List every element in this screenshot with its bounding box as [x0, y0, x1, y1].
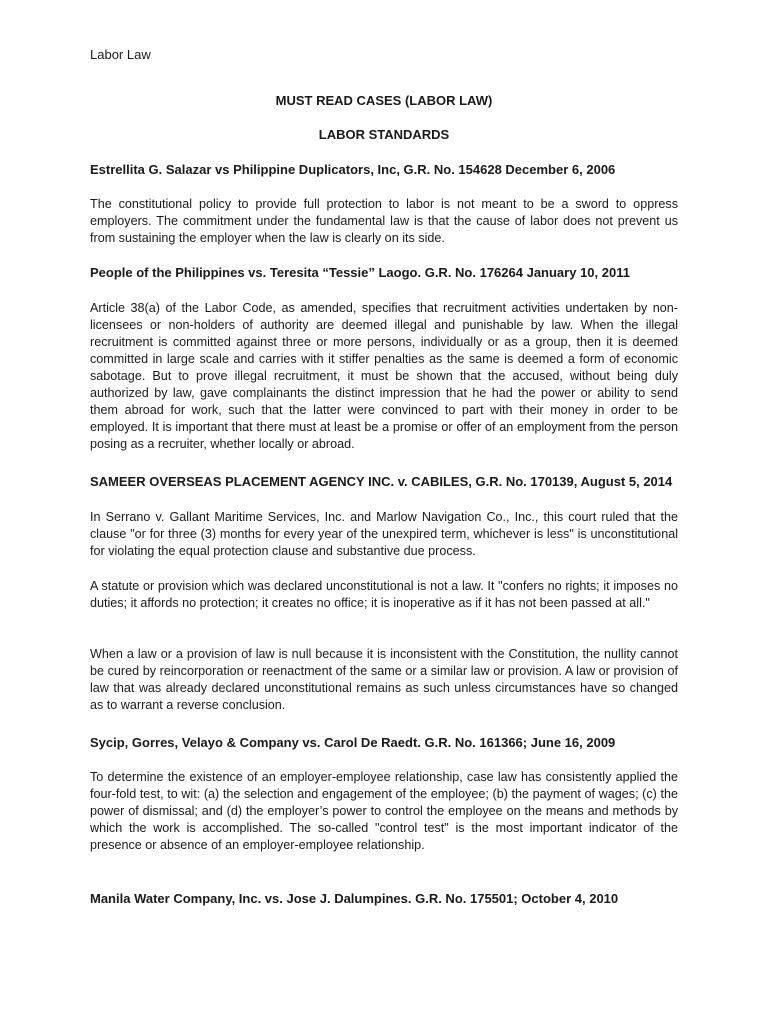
case-heading: SAMEER OVERSEAS PLACEMENT AGENCY INC. v. CABILES, G.R. No. 170139, August 5, 2014	[90, 474, 673, 489]
document-title: MUST READ CASES (LABOR LAW)	[275, 93, 493, 108]
running-header: Labor Law	[90, 47, 151, 62]
case-heading: Estrellita G. Salazar vs Philippine Duplicators, Inc, G.R. No. 154628 December 6, 2006	[90, 162, 616, 177]
case-paragraph: The constitutional policy to provide full protection to labor is not meant to be a sword to oppress employers. The commitment under the fundamental law is that the cause of labor does not prevent us from sustaining the employer when the law is clearly on its side.	[90, 197, 678, 245]
case-heading: Sycip, Gorres, Velayo & Company vs. Carol De Raedt. G.R. No. 161366; June 16, 2009	[90, 735, 616, 750]
case-heading: People of the Philippines vs. Teresita “Tessie” Laogo. G.R. No. 176264 January 10, 2011	[90, 265, 630, 280]
case-paragraph: When a law or a provision of law is null because it is inconsistent with the Constitution, the nullity cannot be cured by reincorporation or reenactment of the same or a similar law or provision. A law or provision of law that was already declared unconstitutional remains as such unless circumstances have so changed as to warrant a reverse conclusion.	[90, 647, 678, 712]
case-paragraph: Article 38(a) of the Labor Code, as amended, specifies that recruitment activities undertaken by non-licensees or non-holders of authority are deemed illegal and punishable by law. When the illegal recruitment is committed against three or more persons, individually or as a group, then it is deemed committed in large scale and carries with it stiffer penalties as the same is deemed a form of economic sabotage. But to prove illegal recruitment, it must be shown that the accused, without being duly authorized by law, gave complainants the distinct impression that he had the power or ability to send them abroad for work, such that the latter were convinced to part with their money in order to be employed. It is important that there must at least be a promise or offer of an employment from the person posing as a recruiter, whether locally or abroad.	[90, 301, 678, 451]
section-title: LABOR STANDARDS	[318, 127, 450, 142]
case-paragraph: In Serrano v. Gallant Maritime Services, Inc. and Marlow Navigation Co., Inc., this court ruled that the clause "or for three (3) months for every year of the unexpired term, whichever is less" is unconstitutional for violating the equal protection clause and substantive due process.	[90, 510, 678, 558]
case-heading: Manila Water Company, Inc. vs. Jose J. Dalumpines. G.R. No. 175501; October 4, 2010	[90, 891, 619, 906]
case-paragraph: A statute or provision which was declared unconstitutional is not a law. It "confers no rights; it imposes no duties; it affords no protection; it creates no office; it is inoperative as if it has not been passed at all."	[90, 579, 678, 610]
case-paragraph: To determine the existence of an employer-employee relationship, case law has consistently applied the four-fold test, to wit: (a) the selection and engagement of the employee; (b) the payment of wages; (c) the power of dismissal; and (d) the employer’s power to control the employee on the means and methods by which the work is accomplished. The so-called "control test" is the most important indicator of the presence or absence of an employer-employee relationship.	[90, 770, 678, 852]
